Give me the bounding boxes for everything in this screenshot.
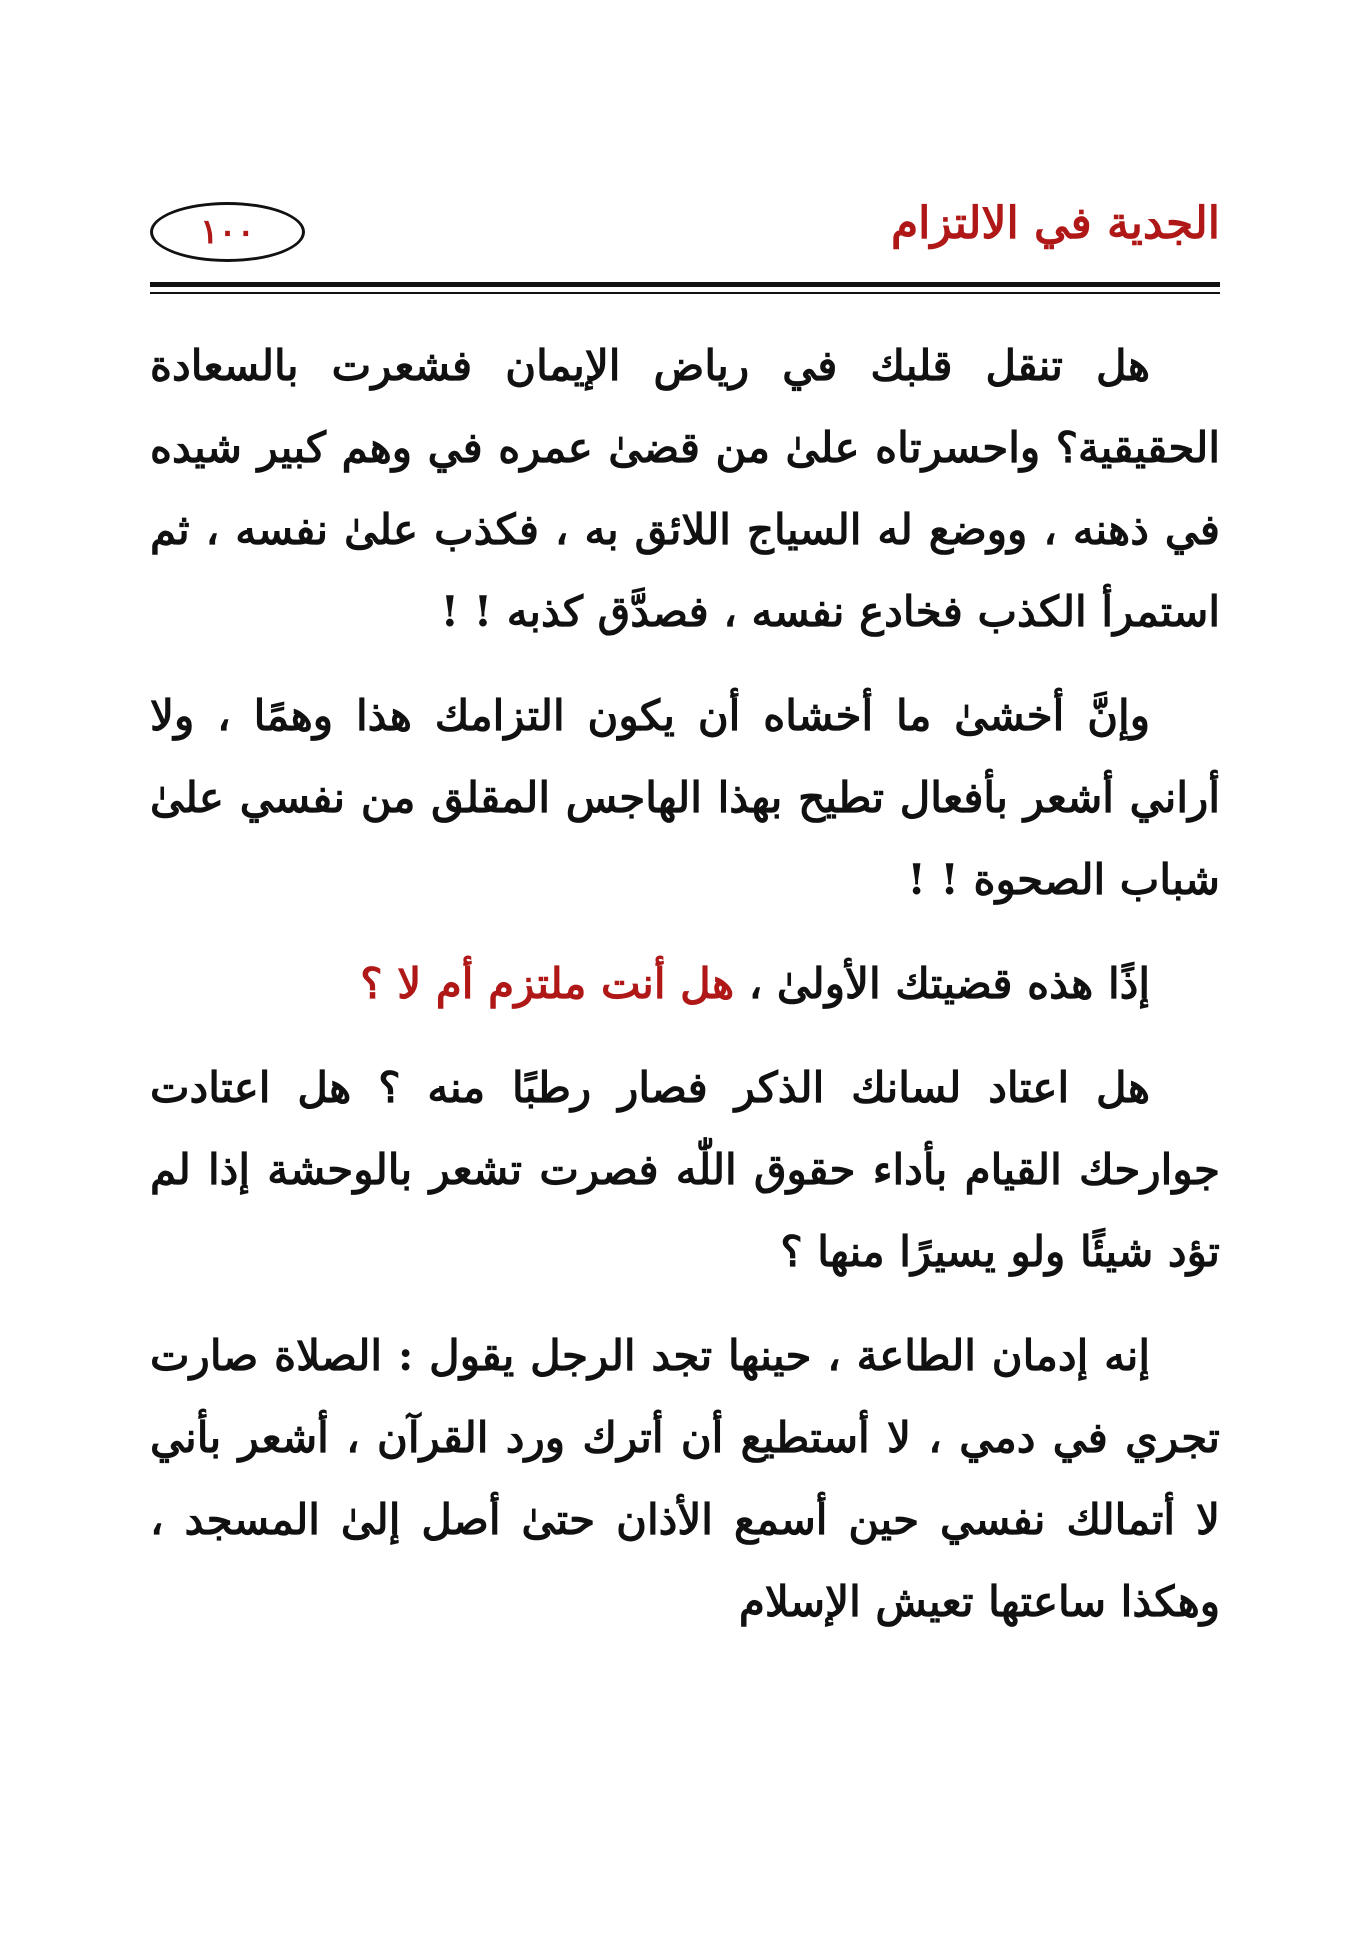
page-number: ١٠٠ xyxy=(150,202,305,262)
paragraph-3 xyxy=(150,943,1220,1025)
body-text xyxy=(150,325,1220,1665)
paragraph-3-text: إذًا هذه قضيتك الأولىٰ ، xyxy=(748,959,1150,1008)
paragraph-2: وإنَّ أخشىٰ ما أخشاه أن يكون التزامك هذا وهمًا ، ولا أراني أشعر بأفعال تطيح بهذا الهاجس المقلق من نفسي علىٰ شباب الصحوة ! ! xyxy=(150,691,1220,904)
page-header xyxy=(150,190,1220,280)
running-title: الجدية في الالتزام xyxy=(890,198,1220,249)
paragraph-5: إنه إدمان الطاعة ، حينها تجد الرجل يقول : الصلاة صارت تجري في دمي ، لا أستطيع أن أترك ورد القرآن ، أشعر بأني لا أتمالك نفسي حين أسمع الأذان حتىٰ أصل إلىٰ المسجد ، وهكذا ساعتها تعيش الإسلام xyxy=(150,1331,1220,1626)
paragraph-1: هل تنقل قلبك في رياض الإيمان فشعرت بالسعادة الحقيقية؟ واحسرتاه علىٰ من قضىٰ عمره في وهم كبير شيده في ذهنه ، ووضع له السياج اللائق به ، فكذب علىٰ نفسه ، ثم استمرأ الكذب فخادع نفسه ، فصدَّق كذبه ! ! xyxy=(150,341,1220,636)
paragraph-4: هل اعتاد لسانك الذكر فصار رطبًا منه ؟ هل اعتادت جوارحك القيام بأداء حقوق اللّٰه فصرت تشعر بالوحشة إذا لم تؤد شيئًا ولو يسيرًا منها ؟ xyxy=(150,1063,1220,1276)
header-rule-thick xyxy=(150,282,1220,287)
header-rule-thin xyxy=(150,292,1220,294)
highlighted-question: هل أنت ملتزم أم لا ؟ xyxy=(360,959,735,1008)
